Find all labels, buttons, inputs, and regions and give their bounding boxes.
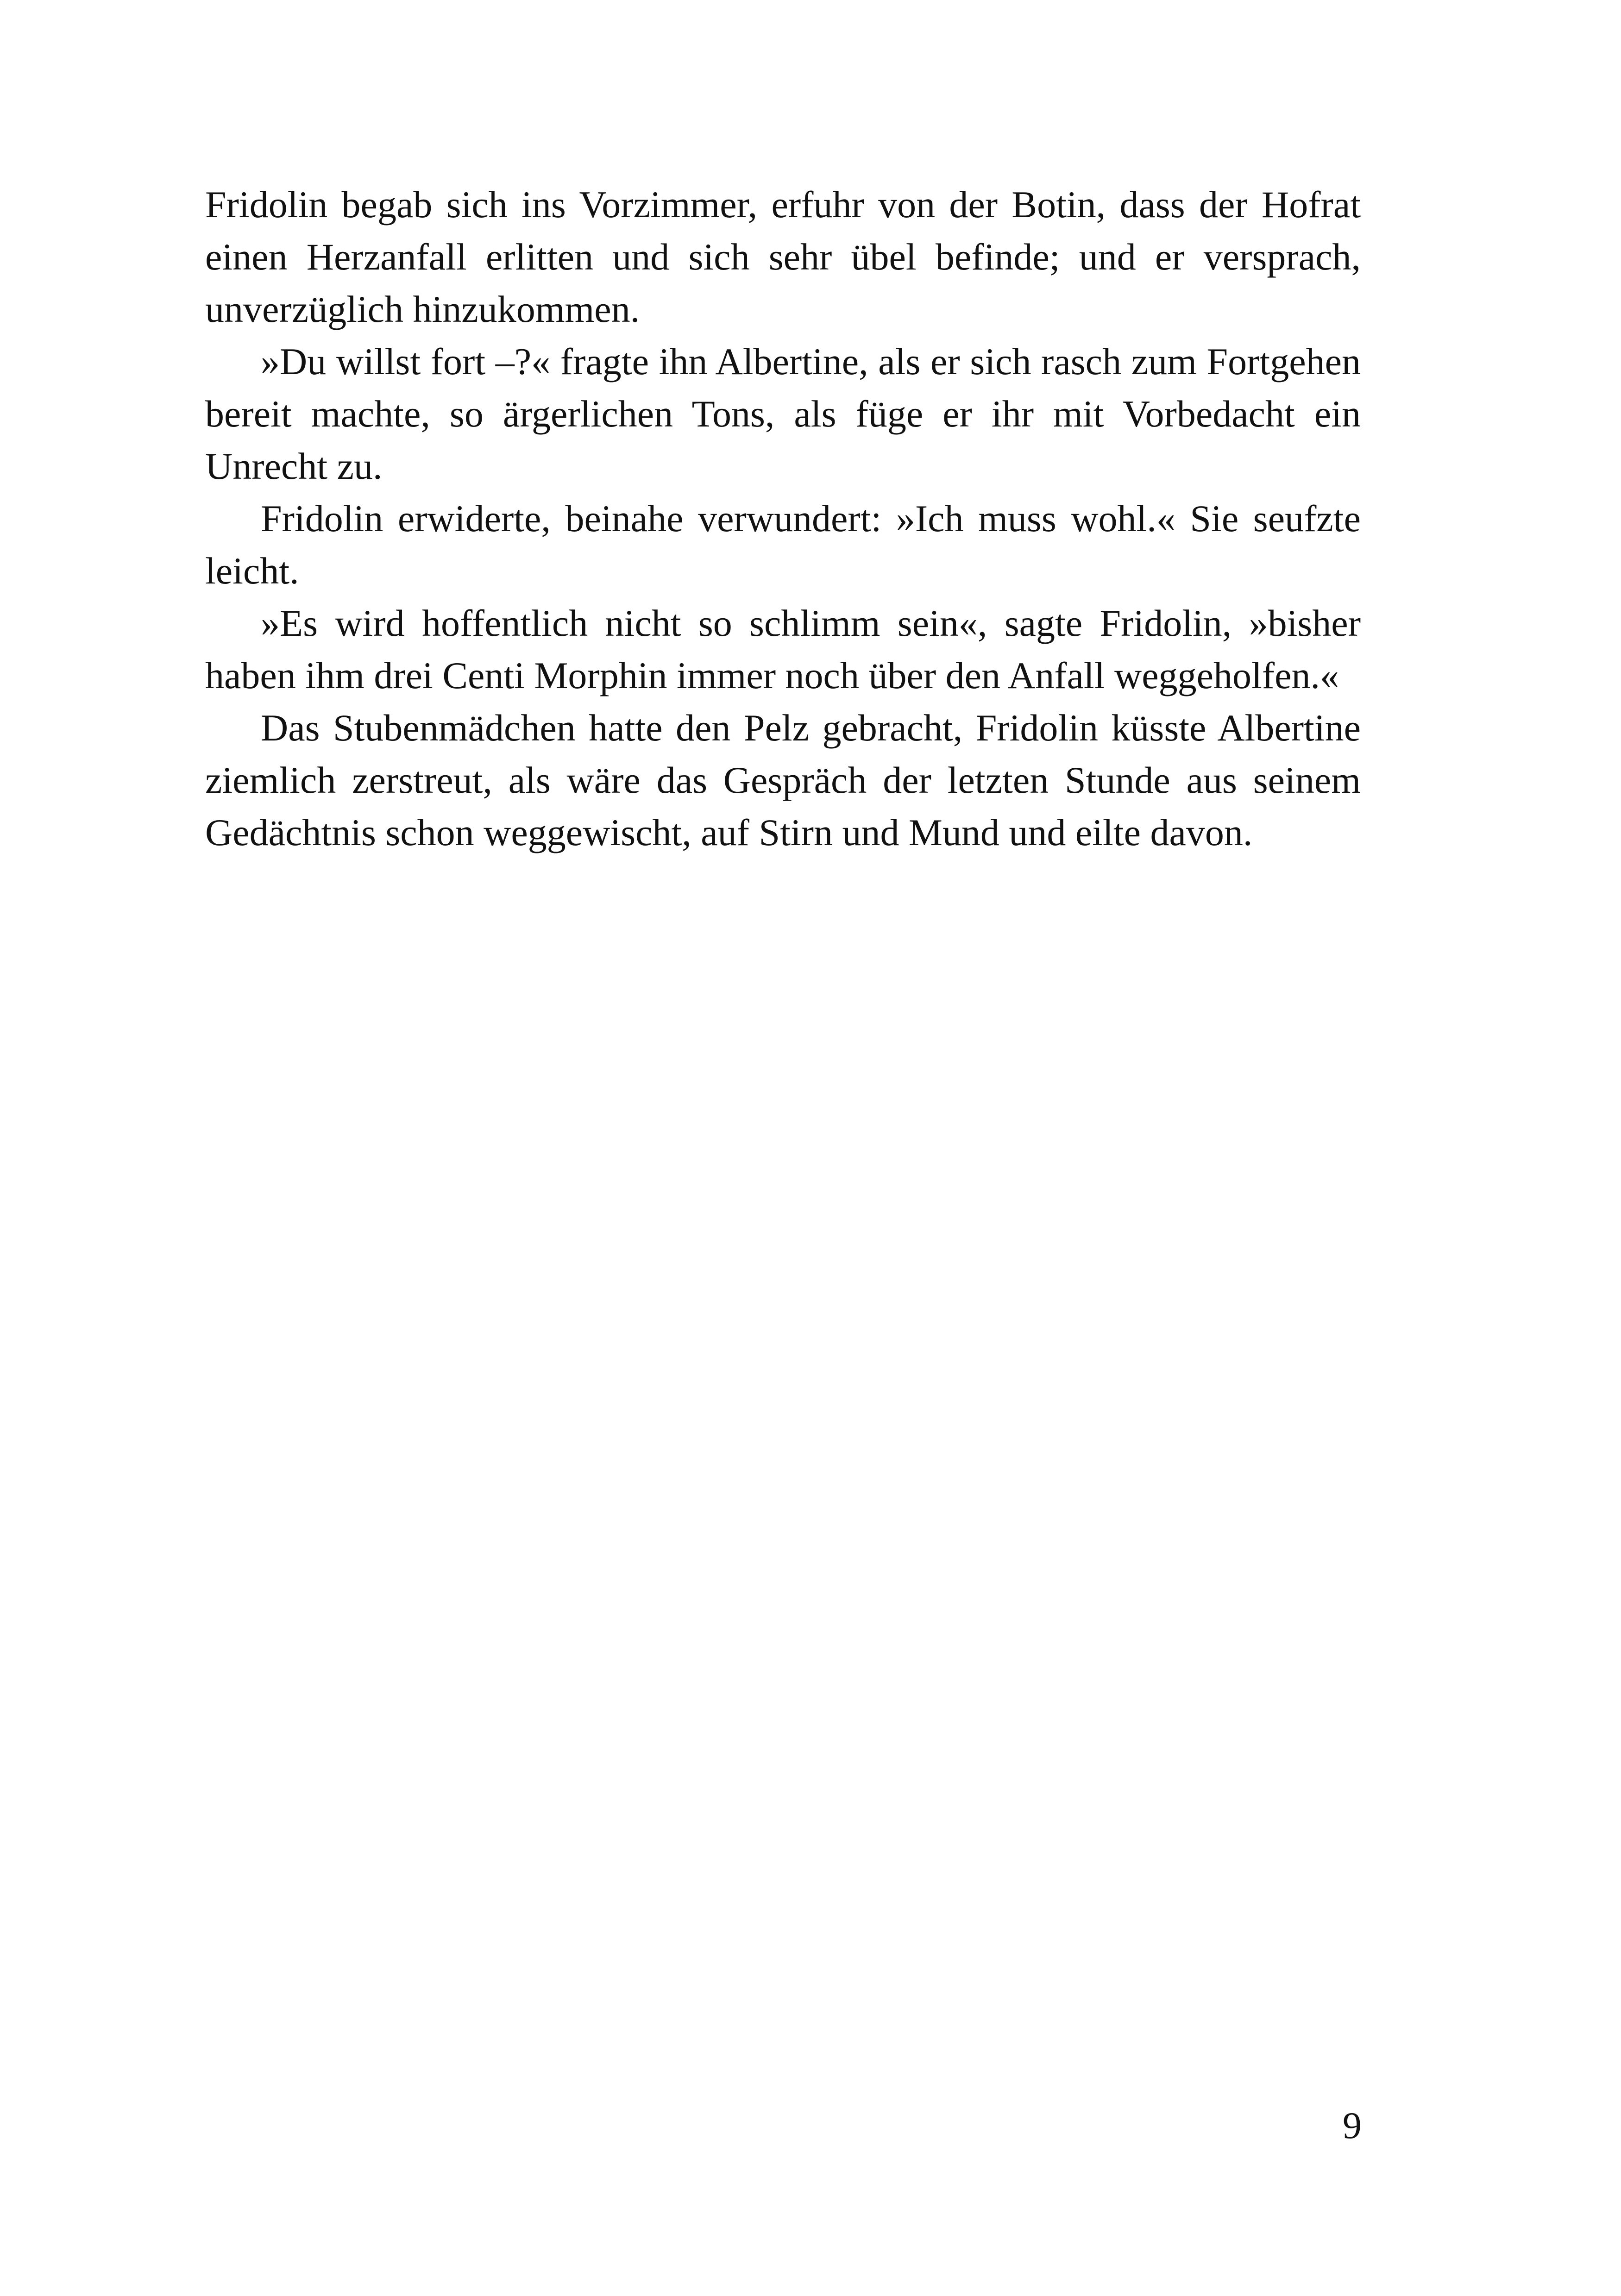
paragraph: »Es wird hoffentlich nicht so schlimm sein«, sagte Fridolin, »bisher haben ihm drei Centi Morphin immer noch über den Anfall weggeholfen.« xyxy=(205,602,1361,696)
paragraph: »Du willst fort –?« fragte ihn Albertine, als er sich rasch zum Fortgehen bereit machte, so ärgerlichen Tons, als füge er ihr mit Vorbedacht ein Unrecht zu. xyxy=(205,340,1361,487)
paragraph: Fridolin begab sich ins Vorzimmer, erfuhr von der Botin, dass der Hofrat einen Herzanfall erlitten und sich sehr übel befinde; und er versprach, unverzüglich hinzukommen. xyxy=(205,183,1361,330)
paragraph: Das Stubenmädchen hatte den Pelz gebracht, Fridolin küsste Albertine ziemlich zerstreut, als wäre das Gespräch der letzten Stunde aus seinem Gedächtnis schon weggewischt, auf Stirn und Mund und eilte davon. xyxy=(205,707,1361,853)
body-text xyxy=(205,178,1361,859)
page-number: 9 xyxy=(1343,2104,1362,2146)
paragraph: Fridolin erwiderte, beinahe verwundert: »Ich muss wohl.« Sie seufzte leicht. xyxy=(205,497,1361,592)
